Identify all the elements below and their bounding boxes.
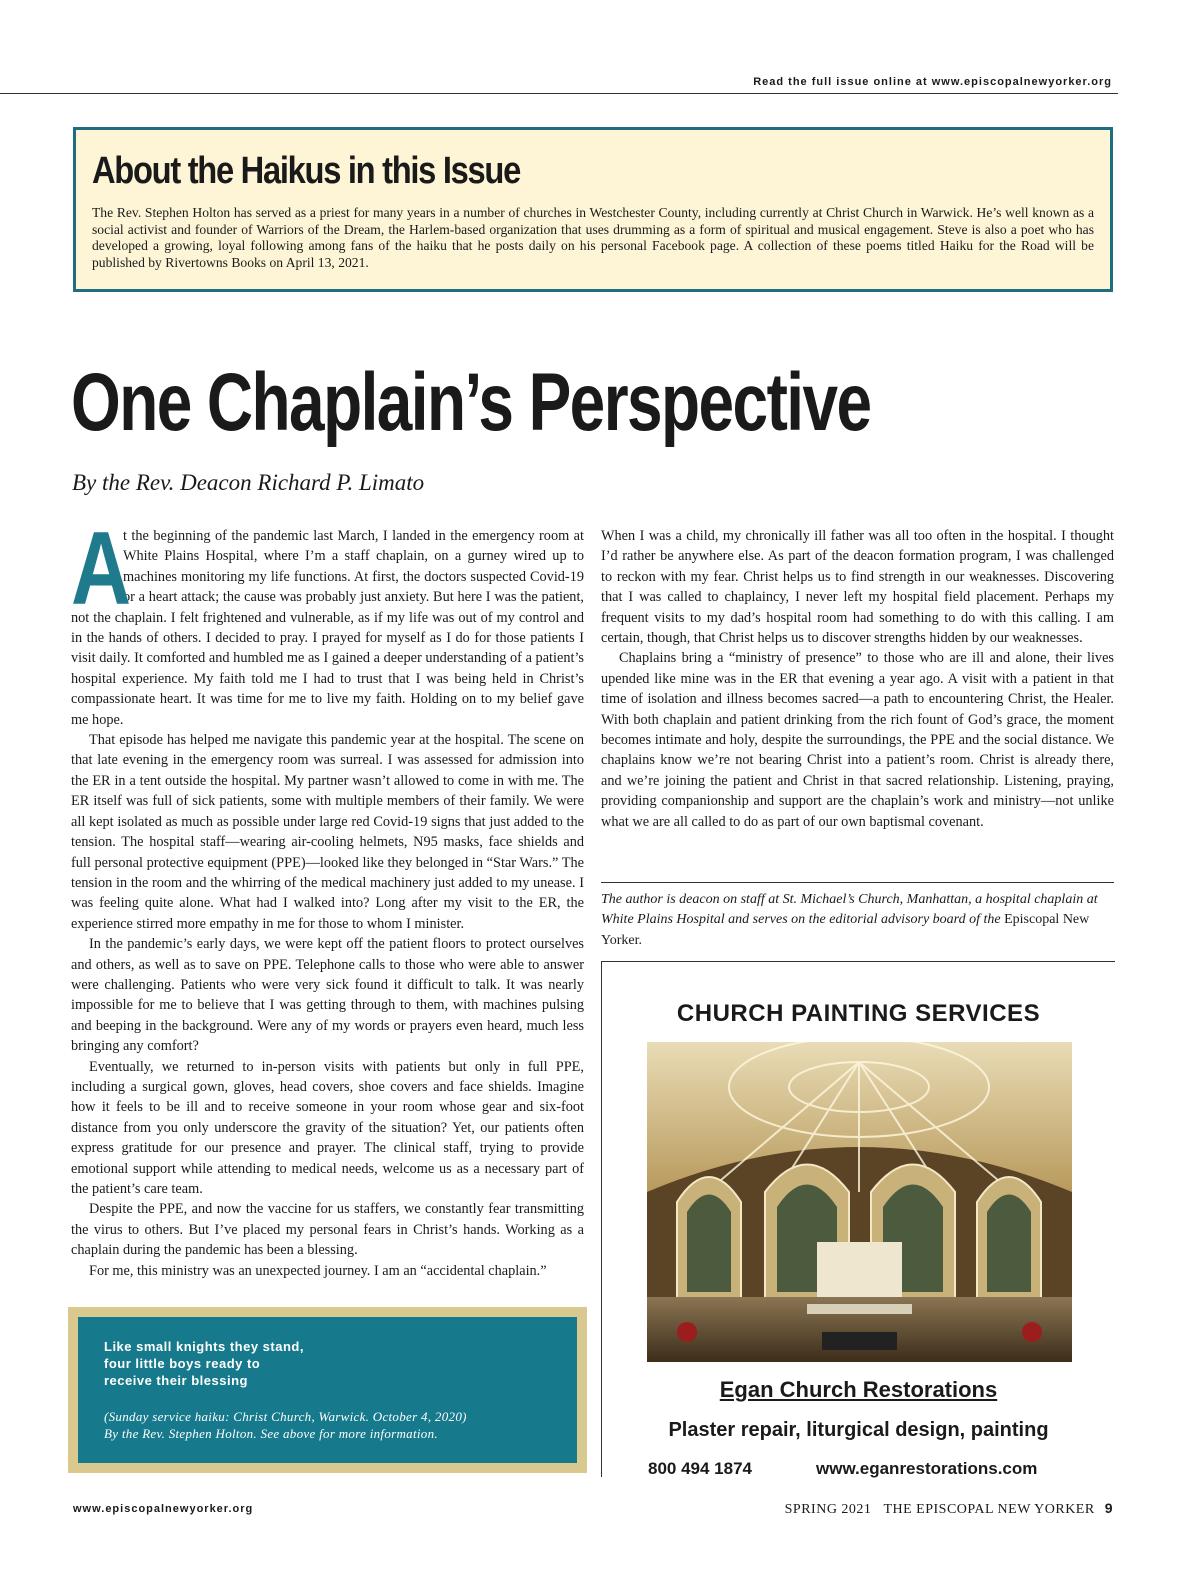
haiku-credit-line: By the Rev. Stephen Holton. See above for more information.	[104, 1426, 438, 1441]
haiku-line: Like small knights they stand,	[104, 1339, 304, 1354]
advertisement	[601, 961, 1115, 1477]
paragraph: A t the beginning of the pandemic last March, I landed in the emergency room at White Plains Hospital, where I’m a staff chaplain, on a gurney wired up to machines monitoring my life functions. At first, the doctors suspected Covid-19 or a heart attack; the cause was probably just anxiety. But here I was the patient, not the chaplain. I felt frightened and vulnerable, as if my life was out of my control and in the hands of others. I decided to pray. I prayed for myself as I do for those patients I visit daily. It comforted and humbled me as I gained a deeper understanding of a patient’s hospital experience. My faith told me I had to trust that I was being held in Christ’s compassionate heart. It was time for me to live my faith. Holding on to my belief gave me hope.	[71, 511, 584, 728]
article-column-2	[601, 526, 1114, 832]
paragraph: When I was a child, my chronically ill father was all too often in the hospital. I thought I’d rather be anywhere else. As part of the deacon formation program, I was challenged to reckon with my fear. Christ helps us to find strength in our weaknesses. Discovering that I was called to chaplaincy, I never left my hospital field placement. Perhaps my frequent visits to my dad’s hospital room had something to do with this calling. I am certain, though, that Christ helps us to discover strengths hidden by our weaknesses.	[601, 528, 1114, 647]
haiku-credit-line: (Sunday service haiku: Christ Church, Warwick. October 4, 2020)	[104, 1409, 467, 1424]
footer-issue: SPRING 2021	[784, 1502, 872, 1517]
ad-title: CHURCH PAINTING SERVICES	[676, 1000, 1041, 1027]
about-text: The Rev. Stephen Holton has served as a priest for many years in a number of churches in Westchester County, including currently at Christ Church in Warwick. He’s well known as a social activist and founder of Warriors of the Dream, the Harlem-based organization that uses drumming as a form of spiritual and musical engagement. Steve is also a poet who has developed a growing, loyal following among fans of the haiku that he posts daily on his personal Facebook page. A collection of these poems titled Haiku for the Road will be published by Rivertowns Books on April 13, 2021.	[92, 205, 1094, 270]
paragraph: Despite the PPE, and now the vaccine for us staffers, we constantly fear transmitting the virus to others. But I’ve placed my personal fears in Christ’s hands. Working as a chaplain during the pandemic has been a blessing.	[71, 1201, 584, 1259]
about-title: About the Haikus in this Issue	[92, 150, 520, 192]
paragraph: Chaplains bring a “ministry of presence” to those who are ill and alone, their lives upended like mine was in the ER that evening a year ago. A visit with a patient in that time of isolation and illness becomes sacred—a path to encountering Christ, the Healer. With both chaplain and patient drinking from the rich fount of God’s grace, the moment becomes intimate and holy, despite the surroundings, the PPE and the social distance. We chaplains know we’re not bearing Christ into a patient’s room. Christ is already there, and we’re joining the patient and Christ in that sacred relationship. Listening, praying, providing companionship and support are the chaplain’s work and ministry—not unlike what we are all called to do as part of our own baptismal covenant.	[601, 650, 1114, 830]
article-column-1	[71, 511, 584, 1281]
author-note	[601, 890, 1114, 951]
header-note: Read the full issue online at www.episcopalnewyorker.org	[753, 76, 1112, 88]
haiku-frame	[68, 1307, 587, 1473]
about-haikus-box	[73, 127, 1113, 292]
ad-website-link[interactable]: www.eganrestorations.com	[816, 1459, 1038, 1478]
paragraph: For me, this ministry was an unexpected journey. I am an “accidental chaplain.”	[89, 1262, 547, 1279]
drop-cap: A	[71, 511, 132, 627]
haiku-line: four little boys ready to	[104, 1356, 261, 1371]
ad-phone: 800 494 1874	[648, 1459, 752, 1478]
footer-website-link[interactable]: www.episcopalnewyorker.org	[73, 1503, 254, 1515]
haiku-line: receive their blessing	[104, 1373, 248, 1388]
footer-publication: THE EPISCOPAL NEW YORKER	[883, 1502, 1095, 1517]
haiku-box	[78, 1317, 577, 1463]
author-rule	[601, 882, 1114, 883]
article-title: One Chaplain’s Perspective	[71, 357, 871, 448]
author-note-italic: The author is deacon on staff at St. Michael’s Church, Manhattan, a hospital chaplain at White Plains Hospital and serves on the editorial advisory board of the	[601, 892, 1098, 928]
author-note-publication: Episcopal New Yorker.	[601, 912, 1090, 948]
paragraph: Eventually, we returned to in-person visits with patients but only in full PPE, including a surgical gown, gloves, head covers, shoe covers and face shields. Imagine how it feels to be ill and to receive someone in your room whose gear and six-foot distance from you only underscore the gravity of the situation? Yet, our patients often express gratitude for our presence and prayer. The clinical staff, trying to provide emotional support while attending to medical needs, welcome us as a necessary part of the patient’s care team.	[71, 1058, 584, 1197]
ad-company-name: Egan Church Restorations	[719, 1377, 998, 1402]
haiku-credit	[104, 1408, 467, 1442]
ad-services: Plaster repair, liturgical design, painting	[668, 1419, 1049, 1441]
paragraph: That episode has helped me navigate this pandemic year at the hospital. The scene on that late evening in the emergency room was surreal. I was assessed for admission into the ER in a tent outside the hospital. My partner wasn’t allowed to come in with me. The ER itself was full of sick patients, some with multiple members of their family. We were all kept isolated as much as possible under large red Covid-19 signs that just added to the tension. The hospital staff—wearing air-cooling helmets, N95 masks, face shields and full personal protective equipment (PPE)—looked like they belonged in “Star Wars.” The tension in the room and the whirring of the medical machinery just added to my unease. I was feeling quite alone. What had I walked into? Long after my visit to the ER, the experience stirred more empathy in me for those to whom I minister.	[71, 732, 584, 932]
article-byline: By the Rev. Deacon Richard P. Limato	[72, 470, 425, 495]
header-rule	[0, 93, 1118, 94]
church-interior-photo	[647, 1042, 1072, 1362]
haiku-lines	[104, 1338, 304, 1389]
footer-issue-info	[785, 1500, 1113, 1518]
page-number: 9	[1104, 1500, 1113, 1516]
paragraph: In the pandemic’s early days, we were kept off the patient floors to protect ourselves and others, as well as to save on PPE. Telephone calls to those who were able to answer were challenging. Patients who were very sick found it difficult to talk. It was nearly impossible for me to believe that I was getting through to them, with machines pulsing and beeping in the background. Were any of my words or prayers even heard, much less bringing any comfort?	[71, 936, 584, 1055]
